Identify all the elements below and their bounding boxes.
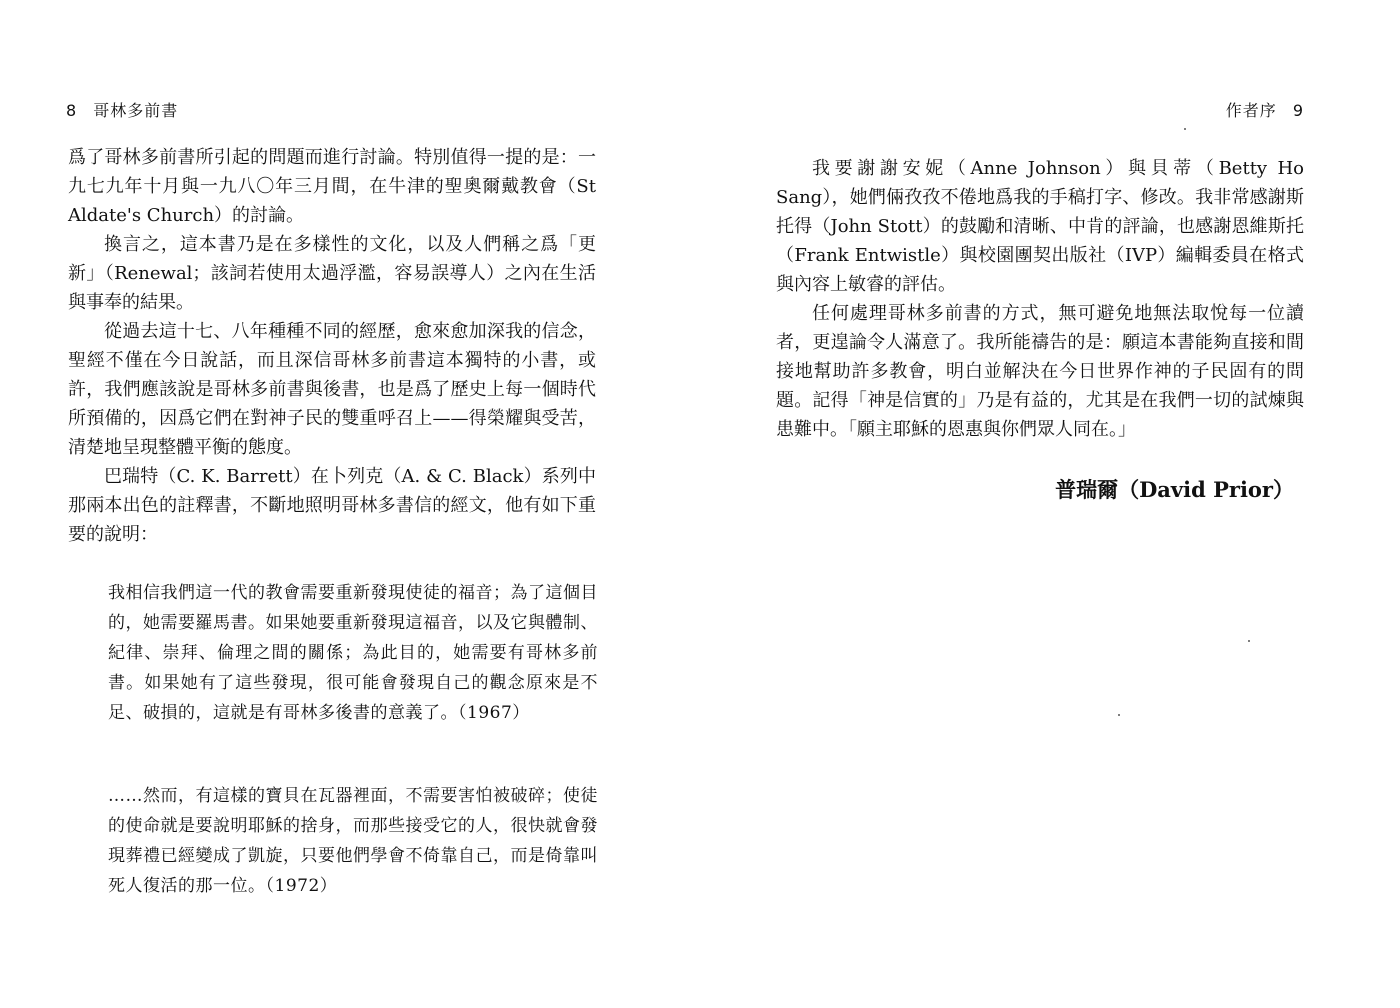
left-running-head xyxy=(66,98,178,121)
right-running-title: 作者序 xyxy=(1225,101,1277,120)
paragraph: 任何處理哥林多前書的方式，無可避免地無法取悅每一位讀者，更遑論令人滿意了。我所能禱告的是：願這本書能夠直接和間接地幫助許多教會，明白並解決在今日世界作神的子民固有的問題。記得「神是信實的」乃是有益的，尤其是在我們一切的試煉與患難中。「願主耶穌的恩惠與你們眾人同在。」 xyxy=(776,303,1304,440)
paragraph: 換言之，這本書乃是在多樣性的文化，以及人們稱之爲「更新」（Renewal；該詞若使用太過浮濫，容易誤導人）之內在生活與事奉的結果。 xyxy=(68,234,596,313)
left-page-number: 8 xyxy=(66,101,78,120)
block-quote-1967 xyxy=(108,578,598,728)
left-running-title: 哥林多前書 xyxy=(93,101,179,120)
block-quote-1972 xyxy=(108,781,598,901)
left-body-text xyxy=(68,143,596,549)
right-page xyxy=(700,0,1400,1008)
quote-text: 我相信我們這一代的教會需要重新發現使徒的福音；為了這個目的，她需要羅馬書。如果她要重新發現這福音，以及它與體制、紀律、崇拜、倫理之間的關係；為此目的，她需要有哥林多前書。如果她有了這些發現，很可能會發現自己的觀念原來是不足、破損的，這就是有哥林多後書的意義了。（1967） xyxy=(108,583,598,723)
author-signature: 普瑞爾（David Prior） xyxy=(1055,477,1294,502)
right-body-text xyxy=(776,154,1304,444)
scan-speck xyxy=(1118,714,1120,716)
scan-speck xyxy=(1248,640,1250,642)
quote-text: ……然而，有這樣的寶貝在瓦器裡面，不需要害怕被破碎；使徒的使命就是要說明耶穌的捨身，而那些接受它的人，很快就會發現葬禮已經變成了凱旋，只要他們學會不倚靠自己，而是倚靠叫死人復活的那一位。（1972） xyxy=(108,786,598,896)
paragraph: 我要謝謝安妮（Anne Johnson）與貝蒂（Betty Ho Sang），她們倆孜孜不倦地爲我的手稿打字、修改。我非常感謝斯托得（John Stott）的鼓勵和清晰、中肯的評論，也感謝恩維斯托（Frank Entwistle）與校園團契出版社（IVP）編輯委員在格式與內容上敏睿的評估。 xyxy=(776,158,1304,295)
paragraph: 爲了哥林多前書所引起的問題而進行討論。特別值得一提的是：一九七九年十月與一九八〇年三月間，在牛津的聖奧爾戴教會（St Aldate's Church）的討論。 xyxy=(68,147,596,226)
paragraph: 巴瑞特（C. K. Barrett）在卜列克（A. & C. Black）系列中那兩本出色的註釋書，不斷地照明哥林多書信的經文，他有如下重要的說明： xyxy=(68,466,596,545)
right-running-head xyxy=(1226,98,1304,121)
paragraph: 從過去這十七、八年種種不同的經歷，愈來愈加深我的信念，聖經不僅在今日說話，而且深信哥林多前書這本獨特的小書，或許，我們應該說是哥林多前書與後書，也是爲了歷史上每一個時代所預備的，因爲它們在對神子民的雙重呼召上——得榮耀與受苦，清楚地呈現整體平衡的態度。 xyxy=(68,321,596,458)
scan-speck xyxy=(1184,128,1186,130)
right-page-number: 9 xyxy=(1292,101,1304,120)
